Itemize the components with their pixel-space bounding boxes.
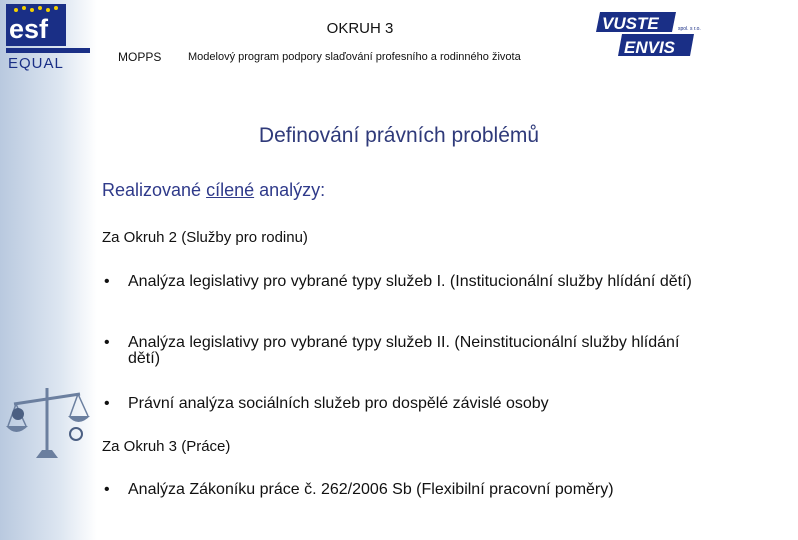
esf-equal-logo bbox=[6, 4, 90, 72]
subtitle-start: Realizované bbox=[102, 180, 207, 200]
section-heading-okruh3: Za Okruh 3 (Práce) bbox=[102, 438, 231, 455]
bullet-marker: • bbox=[104, 273, 110, 290]
subtitle-end: analýzy: bbox=[254, 180, 326, 200]
vuste-logo-text: VUSTE bbox=[602, 14, 659, 33]
list-item: Analýza legislativy pro vybrané typy služeb I. (Institucionální služby hlídání dětí) bbox=[128, 273, 692, 290]
page-title: Definování právních problémů bbox=[258, 124, 540, 147]
vuste-envis-logo bbox=[594, 10, 701, 58]
partner-logo-suffix: spol. s r.o. bbox=[678, 26, 701, 32]
envis-logo-text: ENVIS bbox=[624, 38, 676, 57]
list-item: Analýza legislativy pro vybrané typy služeb II. (Neinstitucionální služby hlídání dětí) bbox=[128, 334, 680, 367]
project-code: MOPPS bbox=[118, 50, 162, 64]
bullet-marker: • bbox=[104, 481, 110, 498]
equal-logo-text: EQUAL bbox=[8, 55, 64, 72]
list-item: Analýza Zákoníku práce č. 262/2006 Sb (Flexibilní pracovní poměry) bbox=[128, 481, 614, 498]
esf-logo-text: esf bbox=[9, 14, 49, 44]
list-item: Právní analýza sociálních služeb pro dospělé závislé osoby bbox=[128, 395, 549, 412]
scales-icon bbox=[2, 380, 92, 460]
subtitle bbox=[102, 180, 325, 201]
bullet-marker: • bbox=[104, 334, 110, 351]
section-heading-okruh2: Za Okruh 2 (Služby pro rodinu) bbox=[102, 229, 308, 246]
subtitle-underlined: cílené bbox=[206, 180, 255, 200]
okruh-label: OKRUH 3 bbox=[326, 20, 394, 37]
bullet-marker: • bbox=[104, 395, 110, 412]
program-name: Modelový program podpory slaďování profesního a rodinného života bbox=[188, 51, 521, 63]
